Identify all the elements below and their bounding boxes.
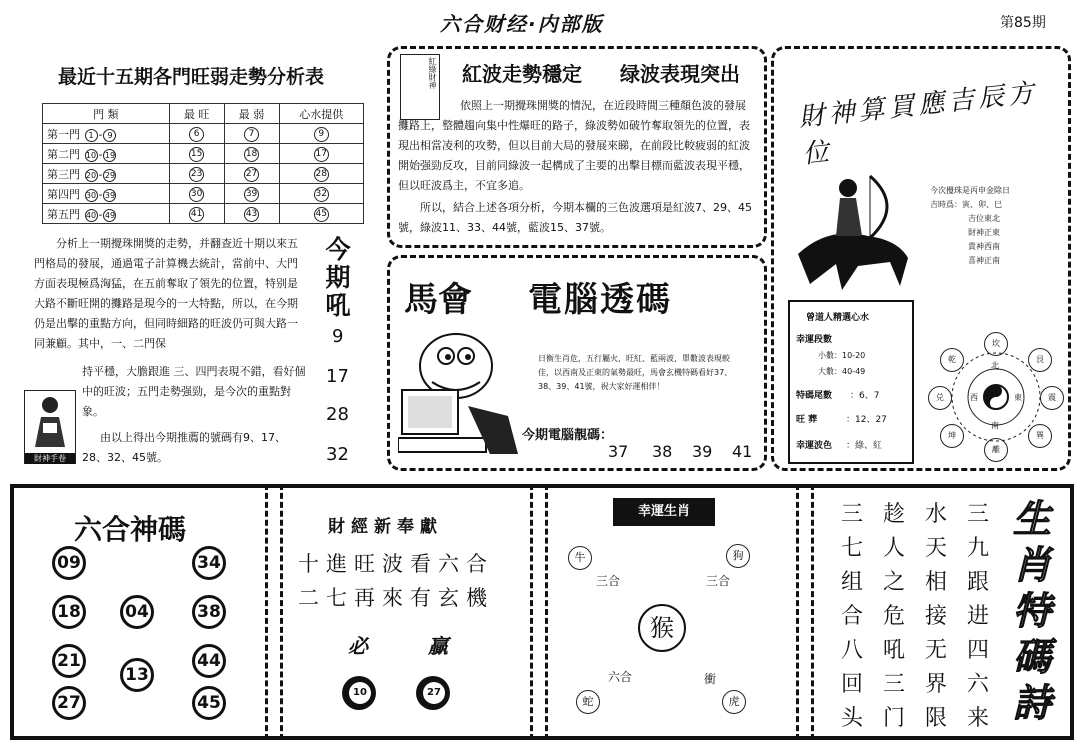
weak-value: 18 (244, 147, 259, 162)
shout-number: 17 (326, 366, 349, 387)
trend-analysis: 分析上一期攪珠開獎的走勢，并翻查近十期以來五門格局的發展，通過電子計算機去統計，當前中、大門方面表現極爲洶猛，在五前奪取了領先的位置，特别是大路不斷旺開的攤路是現今的一大特點，所以，在今期仍是出擊的重點方向，但同時細路的旺波仍可與大路一同兼顧。其中，一、二門保 (34, 237, 298, 350)
verse-char: 三 (840, 502, 863, 527)
trend-conclusion: 由以上得出今期推薦的號碼有9、17、28、32、45號。 (82, 431, 286, 464)
verse-char: 九 (966, 536, 989, 561)
computer-number: 41 (732, 442, 753, 461)
pick-number: 10 (349, 682, 371, 704)
liuhe-ball: 34 (192, 546, 226, 580)
table-row: 第五門 40 - 49 41 43 45 (43, 204, 364, 224)
zodiac-label: 三合 (596, 574, 621, 588)
door-label: 第五門 (47, 207, 80, 221)
verse-char: 合 (840, 604, 863, 629)
verse-char: 进 (966, 604, 989, 629)
pick-ball-a (342, 676, 376, 710)
verse-char: 之 (882, 570, 905, 595)
prosper-value: ：12、27 (846, 415, 887, 425)
best-value: 41 (189, 207, 204, 222)
range-end: 19 (104, 150, 116, 160)
wave-stamp: 紅綠財神 (400, 54, 440, 120)
verse-char: 回 (840, 672, 863, 697)
weak-value: 43 (244, 207, 259, 222)
verse-char: 跟 (966, 570, 989, 595)
computer-number: 38 (652, 442, 673, 461)
tip-value: 28 (314, 167, 329, 182)
verse-char: 人 (882, 536, 905, 561)
verse-char: 无 (924, 638, 947, 663)
divider (265, 484, 268, 740)
verse-char: 头 (840, 706, 863, 731)
issue-number: 第85期 (1000, 15, 1046, 31)
range-end: 39 (104, 190, 116, 200)
range-end: 9 (103, 129, 116, 142)
liuhe-ball: 45 (192, 686, 226, 720)
tail-label: 特碼尾數 (796, 391, 833, 401)
verse-char: 八 (840, 638, 863, 663)
best-value: 30 (189, 187, 204, 202)
door-label: 第四門 (47, 187, 80, 201)
verse-char: 七 (840, 536, 863, 561)
liuhe-ball: 04 (120, 595, 154, 629)
fortune-direction: 喜神正南 (968, 256, 1000, 265)
big-range: 大數：40-49 (818, 367, 866, 376)
verse-char: 三 (966, 502, 989, 527)
verse-column (922, 498, 950, 736)
computer-number: 37 (608, 442, 629, 461)
range-end: 49 (104, 210, 116, 220)
computer-mascot-icon (398, 326, 528, 462)
shout-number: 9 (332, 326, 344, 347)
door-label: 第一門 (47, 127, 80, 141)
figure-caption: 財神手卷 (25, 453, 75, 464)
horseman-icon (788, 166, 924, 292)
compass-trigram: 離 (984, 438, 1008, 462)
range-start: 20 (85, 170, 97, 180)
lucky-section: 幸運段數 (796, 335, 833, 345)
verse-char: 吼 (882, 638, 905, 663)
weak-value: 39 (244, 187, 259, 202)
liuhe-ball: 09 (52, 546, 86, 580)
color-value: ：綠、紅 (846, 441, 883, 451)
computer-number: 39 (692, 442, 713, 461)
door-label: 第二門 (47, 147, 80, 161)
liuhe-ball: 27 (52, 686, 86, 720)
color-label: 幸運波色 (796, 441, 833, 451)
shout-number: 32 (326, 444, 349, 465)
zodiac-tiger: 虎 (722, 690, 746, 714)
tip-value: 17 (314, 147, 329, 162)
prosper-label: 旺 葬 (796, 415, 818, 425)
compass-east: 東 (1014, 393, 1022, 402)
verse-char: 六 (966, 672, 989, 697)
scroll-figure (24, 390, 76, 464)
zodiac-dog: 狗 (726, 544, 750, 568)
divider (530, 484, 533, 740)
verse-char: 限 (924, 706, 947, 731)
liuhe-ball: 38 (192, 595, 226, 629)
compass-trigram: 震 (1040, 386, 1064, 410)
deity-figure-icon (25, 391, 75, 449)
fortune-direction: 貴神西南 (968, 242, 1000, 251)
verse-column (880, 498, 908, 736)
verse-column (964, 498, 992, 736)
fortune-date: 今次攪珠是丙申金除日 (930, 186, 1010, 195)
divider (796, 484, 799, 740)
range-end: 29 (104, 170, 116, 180)
trend-analysis-cont: 持平穩，大膽跟進 三、四門表現不錯，看好個中的旺波；五門走勢强勁，是今次的重點對象。 (82, 365, 306, 418)
table-row: 第一門 1 - 9 6 7 9 (43, 124, 364, 144)
offer-win: 贏 (428, 634, 448, 658)
zodiac-ox: 牛 (568, 546, 592, 570)
col-door: 門 類 (43, 104, 170, 124)
tail-value: ：6、7 (850, 391, 880, 401)
verse-char: 趁 (882, 502, 905, 527)
weak-value: 27 (244, 167, 259, 182)
verse-char: 接 (924, 604, 947, 629)
compass-north: 北 (991, 361, 999, 370)
shout-label: 今期吼 (325, 235, 351, 320)
verse-char: 水 (924, 502, 947, 527)
verse-char: 相 (924, 570, 947, 595)
verse-column (838, 498, 866, 736)
compass-trigram: 坎 (984, 332, 1008, 356)
best-value: 15 (189, 147, 204, 162)
zodiac-monkey: 猴 (638, 604, 686, 652)
fortune-direction: 吉位東北 (968, 214, 1000, 223)
verse-char: 四 (966, 638, 989, 663)
liuhe-ball: 13 (120, 658, 154, 692)
offer-must: 必 (348, 634, 368, 658)
divider (545, 484, 548, 740)
verse-char: 危 (882, 604, 905, 629)
fortune-direction: 財神正東 (968, 228, 1000, 237)
liuhe-ball: 18 (52, 595, 86, 629)
pick-number: 27 (423, 682, 445, 704)
divider (280, 484, 283, 740)
trend-table (42, 103, 364, 224)
col-weak: 最 弱 (224, 104, 279, 124)
liuhe-title: 六合神碼 (74, 513, 187, 546)
range-start: 40 (85, 210, 97, 220)
door-label: 第三門 (47, 167, 80, 181)
tip-value: 45 (314, 207, 329, 222)
verse-char: 来 (966, 706, 989, 731)
wave-headline-b: 绿波表現突出 (620, 62, 740, 86)
tip-value: 9 (314, 127, 329, 142)
liuhe-ball: 21 (52, 644, 86, 678)
compass-trigram: 巽 (1028, 424, 1052, 448)
compass-trigram: 坤 (940, 424, 964, 448)
zodiac-label: 三合 (706, 574, 731, 588)
compass-west: 西 (970, 393, 978, 402)
table-row: 第三門 20 - 29 23 27 28 (43, 164, 364, 184)
wave-headline-a: 紅波走勢穩定 (462, 62, 582, 86)
offer-line: 十進旺波看六合 (298, 552, 494, 576)
best-value: 6 (189, 127, 204, 142)
lucky-box-title: 曾道人精選心水 (806, 313, 870, 323)
tip-value: 32 (314, 187, 329, 202)
compass-trigram: 兑 (928, 386, 952, 410)
computer-title-b: 電腦透碼 (528, 280, 672, 320)
verse-char: 三 (882, 672, 905, 697)
verse-char: 门 (882, 706, 905, 731)
liuhe-ball: 44 (192, 644, 226, 678)
verse-char: 界 (924, 672, 947, 697)
best-value: 23 (189, 167, 204, 182)
zodiac-snake: 蛇 (576, 690, 600, 714)
range-start: 30 (85, 190, 97, 200)
fortune-title: 財神算買應吉辰方位 (797, 78, 1040, 170)
compass-south: 南 (991, 421, 999, 430)
table-row: 第二門 10 - 19 15 18 17 (43, 144, 364, 164)
publication-title: 六合财经·内部版 (440, 12, 604, 36)
col-best: 最 旺 (169, 104, 224, 124)
wave-body: 依照上一期攪珠開獎的情況，在近段時間三種顏色波的發展攤路上，整體趨向集中性爆旺的路子，綠波勢如破竹奪取領先的位置，表現出相當凌利的攻勢，但以目前大局的發展來睇，在前段比較疲弱的紅波開始强勁反攻，目前同綠波一起構成了主要的出擊目標而藍波表現平穩，但以旺波爲主，不宜多追。 (398, 99, 750, 192)
computer-title-a: 馬會 (404, 280, 472, 320)
weak-value: 7 (244, 127, 259, 142)
zodiac-label: 六合 (608, 670, 633, 684)
small-range: 小數：10-20 (818, 351, 866, 360)
col-tip: 心水提供 (279, 104, 363, 124)
range-start: 1 (85, 129, 98, 142)
range-start: 10 (85, 150, 97, 160)
offer-title: 財經新奉獻 (328, 517, 443, 537)
trend-title: 最近十五期各門旺弱走勢分析表 (58, 66, 325, 88)
zodiac-title: 幸運生肖 (613, 498, 715, 526)
zodiac-label: 衝 (704, 672, 717, 686)
pick-ball-b (416, 676, 450, 710)
trend-header-row (43, 104, 364, 124)
compass-trigram: 乾 (940, 348, 964, 372)
verse-char: 天 (924, 536, 947, 561)
wave-conclusion: 所以，結合上述各項分析，今期本欄的三色波選項是紅波7、29、45號，綠波11、33、44號，藍波15、37號。 (398, 201, 752, 234)
fortune-hours: 吉時爲：寅、卯、巳 (930, 200, 1002, 209)
shout-number: 28 (326, 404, 349, 425)
table-row: 第四門 30 - 39 30 39 32 (43, 184, 364, 204)
compass-trigram: 艮 (1028, 348, 1052, 372)
bagua-compass (928, 332, 1064, 462)
verse-title: 生肖特碼詩 (1012, 496, 1051, 725)
verse-char: 组 (840, 570, 863, 595)
offer-line: 二七再來有玄機 (298, 586, 494, 610)
computer-note: 日衡生肖危，五行屬火，旺紅、藍兩波，單數波表現較佳，以西南及正東的氣勢最旺，馬會玄機特碼看好37、38、39、41號，祝大家好運相伴！ (538, 354, 733, 391)
divider (811, 484, 814, 740)
computer-caption: 今期電腦靚碼： (522, 428, 614, 443)
